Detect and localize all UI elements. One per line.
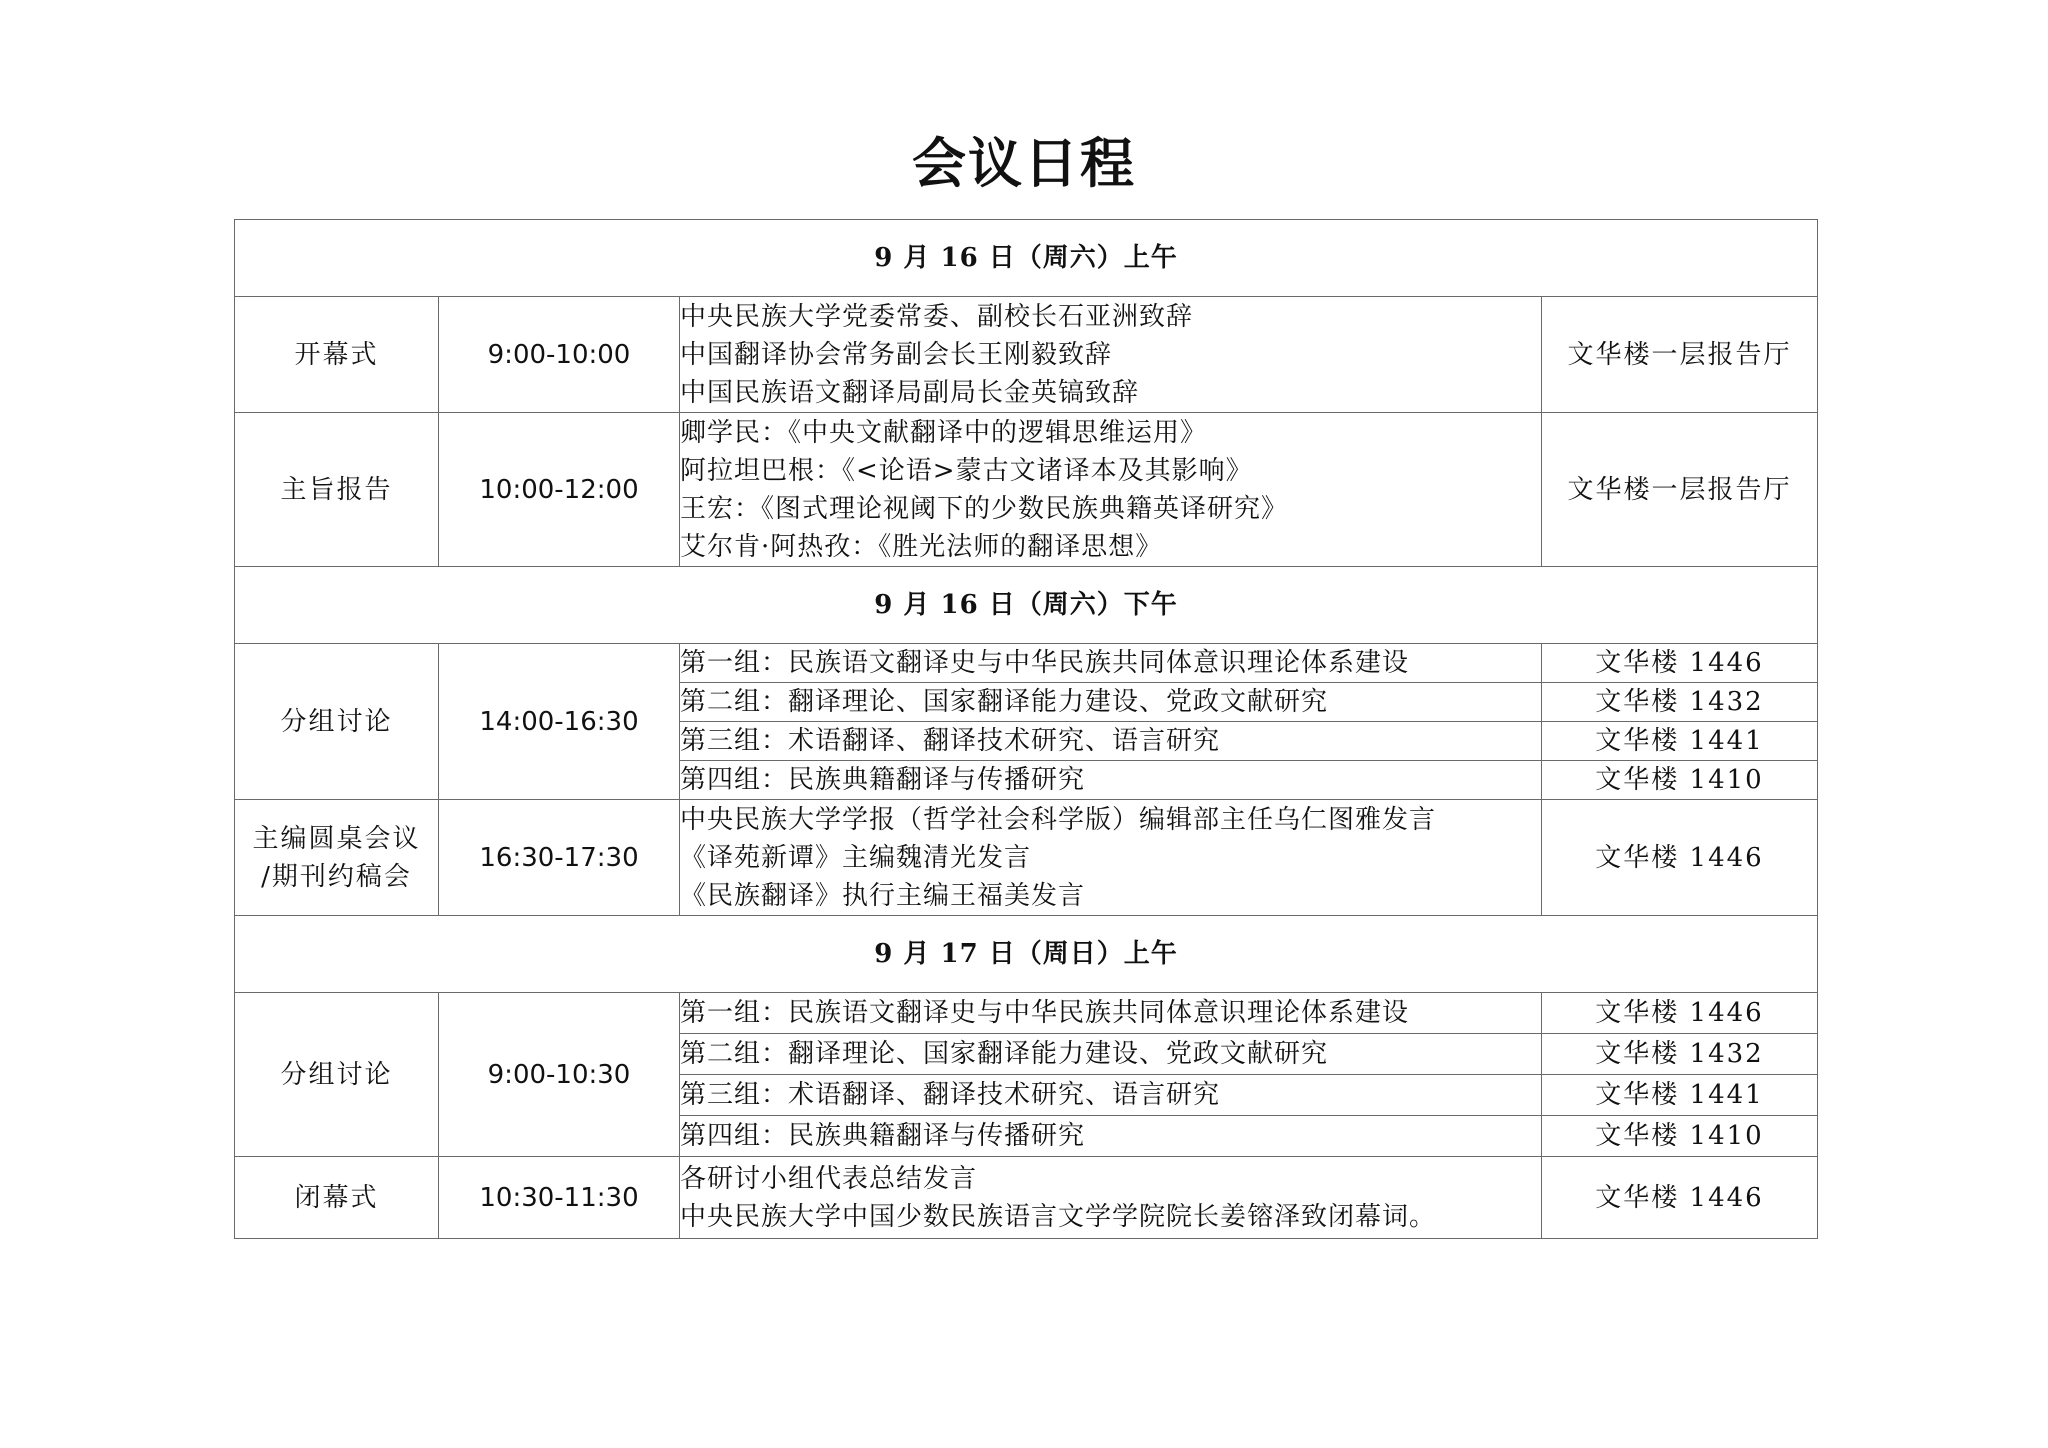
session-time: 9:00-10:00 (439, 297, 680, 413)
group-topic: 第四组：民族典籍翻译与传播研究 (680, 1116, 1542, 1157)
session-venue: 文华楼 1446 (1542, 1157, 1818, 1239)
content-line: 中央民族大学中国少数民族语言文学学院院长姜镕泽致闭幕词。 (680, 1201, 1437, 1232)
content-line: 阿拉坦巴根：《<论语>蒙古文诸译本及其影响》 (680, 455, 1253, 486)
group-topic: 第一组：民族语文翻译史与中华民族共同体意识理论体系建设 (680, 644, 1542, 683)
day-header: 9 月 16 日（周六）上午 (235, 220, 1818, 297)
content-line: 《译苑新谭》主编魏清光发言 (680, 842, 1032, 873)
day-header-row (235, 567, 1818, 644)
group-venue: 文华楼 1410 (1542, 761, 1818, 800)
content-line: 中国民族语文翻译局副局长金英镐致辞 (680, 377, 1140, 408)
session-name-line: /期刊约稿会 (261, 861, 412, 892)
group-row (235, 644, 1818, 683)
group-topic: 第二组：翻译理论、国家翻译能力建设、党政文献研究 (680, 1034, 1542, 1075)
session-venue: 文华楼一层报告厅 (1542, 297, 1818, 413)
session-name: 开幕式 (235, 297, 439, 413)
session-name: 分组讨论 (235, 993, 439, 1157)
session-time: 10:30-11:30 (439, 1157, 680, 1239)
session-content (680, 297, 1542, 413)
session-row-keynote (235, 413, 1818, 567)
content-line: 中央民族大学学报（哲学社会科学版）编辑部主任乌仁图雅发言 (680, 804, 1437, 835)
session-name: 闭幕式 (235, 1157, 439, 1239)
session-name-line: 主编圆桌会议 (252, 823, 421, 854)
content-line: 艾尔肯·阿热孜：《胜光法师的翻译思想》 (680, 531, 1163, 562)
session-row-closing (235, 1157, 1818, 1239)
group-row (235, 993, 1818, 1034)
session-time: 9:00-10:30 (439, 993, 680, 1157)
group-venue: 文华楼 1432 (1542, 683, 1818, 722)
session-venue: 文华楼一层报告厅 (1542, 413, 1818, 567)
group-topic: 第四组：民族典籍翻译与传播研究 (680, 761, 1542, 800)
session-row-opening (235, 297, 1818, 413)
content-line: 王宏：《图式理论视阈下的少数民族典籍英译研究》 (680, 493, 1289, 524)
session-row-roundtable (235, 800, 1818, 916)
session-name (235, 800, 439, 916)
session-time: 14:00-16:30 (439, 644, 680, 800)
content-line: 卿学民：《中央文献翻译中的逻辑思维运用》 (680, 417, 1208, 448)
group-venue: 文华楼 1446 (1542, 644, 1818, 683)
session-name: 主旨报告 (235, 413, 439, 567)
group-topic: 第三组：术语翻译、翻译技术研究、语言研究 (680, 722, 1542, 761)
day-header: 9 月 17 日（周日）上午 (235, 916, 1818, 993)
day-header-row (235, 220, 1818, 297)
content-line: 各研讨小组代表总结发言 (680, 1163, 978, 1194)
group-venue: 文华楼 1441 (1542, 1075, 1818, 1116)
session-content (680, 1157, 1542, 1239)
session-time: 16:30-17:30 (439, 800, 680, 916)
session-name: 分组讨论 (235, 644, 439, 800)
group-venue: 文华楼 1446 (1542, 993, 1818, 1034)
page-title: 会议日程 (912, 132, 1136, 195)
group-venue: 文华楼 1432 (1542, 1034, 1818, 1075)
group-topic: 第二组：翻译理论、国家翻译能力建设、党政文献研究 (680, 683, 1542, 722)
content-line: 《民族翻译》执行主编王福美发言 (680, 880, 1086, 911)
group-venue: 文华楼 1441 (1542, 722, 1818, 761)
session-content (680, 800, 1542, 916)
session-content (680, 413, 1542, 567)
schedule-table (234, 219, 1818, 1239)
content-line: 中国翻译协会常务副会长王刚毅致辞 (680, 339, 1113, 370)
group-topic: 第三组：术语翻译、翻译技术研究、语言研究 (680, 1075, 1542, 1116)
group-topic: 第一组：民族语文翻译史与中华民族共同体意识理论体系建设 (680, 993, 1542, 1034)
day-header: 9 月 16 日（周六）下午 (235, 567, 1818, 644)
group-venue: 文华楼 1410 (1542, 1116, 1818, 1157)
content-line: 中央民族大学党委常委、副校长石亚洲致辞 (680, 301, 1194, 332)
day-header-row (235, 916, 1818, 993)
session-venue: 文华楼 1446 (1542, 800, 1818, 916)
session-time: 10:00-12:00 (439, 413, 680, 567)
